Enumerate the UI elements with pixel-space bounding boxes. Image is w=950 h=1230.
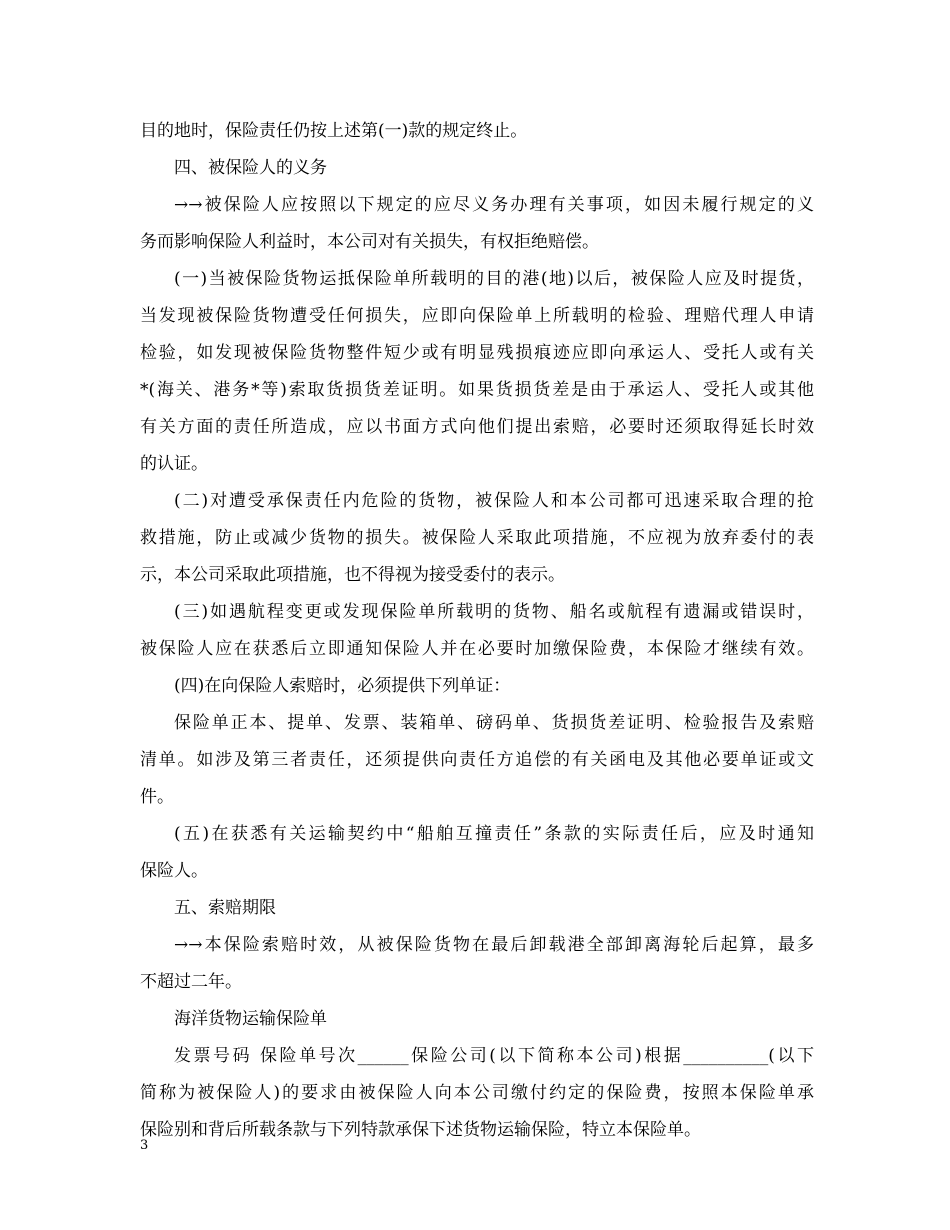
text-line: *(海关、港务*等)索取货损货差证明。如果货损货差是由于承运人、受托人或其他 <box>140 380 814 400</box>
text-line: 五、索赔期限 <box>174 898 276 918</box>
text-line: 有关方面的责任所造成，应以书面方式向他们提出索赔，必要时还须取得延长时效 <box>140 417 814 437</box>
text-line: 当发现被保险货物遭受任何损失，应即向保险单上所载明的检验、理赔代理人申请 <box>140 306 814 326</box>
text-line: 海洋货物运输保险单 <box>174 1009 327 1029</box>
text-line: 不超过二年。 <box>140 972 242 992</box>
text-line: 检验，如发现被保险货物整件短少或有明显残损痕迹应即向承运人、受托人或有关 <box>140 343 814 363</box>
text-line: 务而影响保险人利益时，本公司对有关损失，有权拒绝赔偿。 <box>140 232 599 252</box>
text-line: 件。 <box>140 787 174 807</box>
text-line: (五)在获悉有关运输契约中“船舶互撞责任”条款的实际责任后，应及时通知 <box>174 824 814 844</box>
page-number: 3 <box>140 1138 149 1153</box>
text-line: 发票号码 保险单号次______保险公司(以下简称本公司)根据__________(以下 <box>174 1046 814 1066</box>
text-line: →→被保险人应按照以下规定的应尽义务办理有关事项，如因未履行规定的义 <box>174 195 814 215</box>
text-line: (四)在向保险人索赔时，必须提供下列单证： <box>174 676 511 696</box>
text-line: 四、被保险人的义务 <box>174 158 327 178</box>
text-line: 简称为被保险人)的要求由被保险人向本公司缴付约定的保险费，按照本保险单承 <box>140 1083 814 1103</box>
text-line: 保险别和背后所载条款与下列特款承保下述货物运输保险，特立本保险单。 <box>140 1120 701 1140</box>
text-line: 保险人。 <box>140 861 208 881</box>
text-line: 救措施，防止或减少货物的损失。被保险人采取此项措施，不应视为放弃委付的表 <box>140 528 814 548</box>
text-line: 目的地时，保险责任仍按上述第(一)款的规定终止。 <box>140 121 528 141</box>
text-line: 示，本公司采取此项措施，也不得视为接受委付的表示。 <box>140 565 565 585</box>
text-line: (一)当被保险货物运抵保险单所载明的目的港(地)以后，被保险人应及时提货， <box>174 269 814 289</box>
text-line: (二)对遭受承保责任内危险的货物，被保险人和本公司都可迅速采取合理的抢 <box>174 491 814 511</box>
text-line: 的认证。 <box>140 454 208 474</box>
text-line: →→本保险索赔时效，从被保险货物在最后卸载港全部卸离海轮后起算，最多 <box>174 935 814 955</box>
text-line: (三)如遇航程变更或发现保险单所载明的货物、船名或航程有遗漏或错误时， <box>174 602 814 622</box>
text-line: 清单。如涉及第三者责任，还须提供向责任方追偿的有关函电及其他必要单证或文 <box>140 750 814 770</box>
text-line: 被保险人应在获悉后立即通知保险人并在必要时加缴保险费，本保险才继续有效。 <box>140 639 814 659</box>
text-line: 保险单正本、提单、发票、装箱单、磅码单、货损货差证明、检验报告及索赔 <box>174 713 814 733</box>
document-body <box>140 113 814 1149</box>
